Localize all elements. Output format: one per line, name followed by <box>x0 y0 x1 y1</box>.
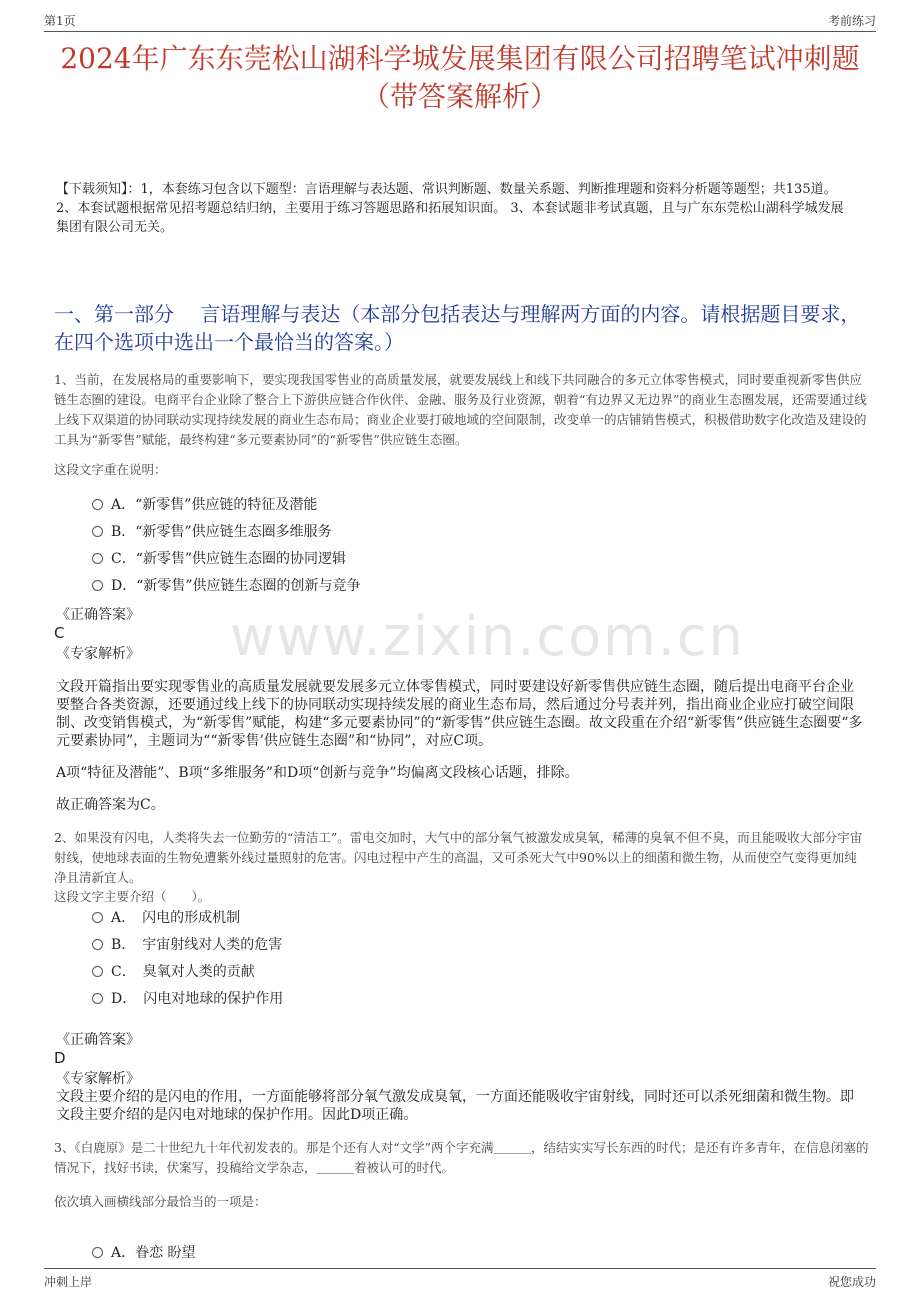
footer-divider <box>44 1268 876 1269</box>
header-divider <box>44 31 876 32</box>
question-2-analysis-p1: 文段主要介绍的是闪电的作用，一方面能够将部分氧气激发成臭氧，一方面还能吸收宇宙射线，同时还可以杀死细菌和微生物。即文段主要介绍的是闪电对地球的保护作用。因此D项正确。 <box>56 1089 854 1123</box>
question-2-option-b[interactable]: B． 宇宙射线对人类的危害 <box>92 936 282 954</box>
question-2-stem: 2、如果没有闪电，人类将失去一位勤劳的“清洁工”。雷电交加时，大气中的部分氧气被激发成臭氧，稀薄的臭氧不但不臭，而且能吸收大部分宇宙射线，使地球表面的生物免遭紫外线过量照射的危害。闪电过程中产生的高温，又可杀死大气中90%以上的细菌和微生物，从而使空气变得更加纯净且清新宜人。 <box>54 830 863 885</box>
question-1-option-d[interactable]: D．“新零售”供应链生态圈的创新与竞争 <box>92 577 361 595</box>
radio-icon[interactable] <box>92 939 103 950</box>
radio-icon[interactable] <box>92 526 103 537</box>
question-2-option-d[interactable]: D． 闪电对地球的保护作用 <box>92 990 283 1008</box>
question-1-option-a[interactable]: A．“新零售”供应链的特征及潜能 <box>92 496 317 514</box>
question-1-answer-label: 《正确答案》 <box>56 607 140 623</box>
document-title: 2024年广东东莞松山湖科学城发展集团有限公司招聘笔试冲刺题（带答案解析） <box>60 42 860 113</box>
footer-right-label: 祝您成功 <box>827 1275 876 1289</box>
footer-left-label: 冲刺上岸 <box>44 1275 93 1289</box>
page-number: 第1页 <box>44 14 76 28</box>
header-right-label: 考前练习 <box>827 14 876 28</box>
radio-icon[interactable] <box>92 1247 103 1258</box>
question-3-option-a[interactable]: A．眷恋 盼望 <box>92 1244 196 1262</box>
download-notice: 【下载须知】：1，本套练习包含以下题型：言语理解与表达题、常识判断题、数量关系题、判断推理题和资料分析题等题型；共135道。 2、本套试题根据常见招考题总结归纳，主要用于练习答题思路和拓展知识面。 3、本套试题非考试真题，且与广东东莞松山湖科学城发展集团有限公司无关。 <box>56 182 844 235</box>
radio-icon[interactable] <box>92 580 103 591</box>
question-1-analysis-p1: 文段开篇指出要实现零售业的高质量发展就要发展多元立体零售模式，同时要建设好新零售供应链生态圈，随后提出电商平台企业要整合各类资源，还要通过线上线下的协同联动实现持续发展的商业生态布局，然后通过分号表并列，指出商业企业应打破空间限制、改变销售模式，为“新零售”赋能，构建“多元要素协同”的“新零售”供应链生态圈。故文段重在介绍“新零售”供应链生态圈要“多元要素协同”，主题词为““新零售’供应链生态圈”和“协同”，对应C项。 <box>56 679 863 749</box>
question-2-prompt: 这段文字主要介绍（ ）。 <box>54 889 211 904</box>
question-2-answer: D <box>54 1049 66 1067</box>
section-heading: 一、第一部分 言语理解与表达（本部分包括表达与理解两方面的内容。请根据题目要求，在四个选项中选出一个最恰当的答案。） <box>54 302 861 354</box>
question-1-analysis-p3: 故正确答案为C。 <box>56 797 165 813</box>
question-1-answer: C <box>54 624 65 642</box>
question-2-option-a[interactable]: A． 闪电的形成机制 <box>92 909 240 927</box>
question-1-analysis-p2: A项“特征及潜能”、B项“多维服务”和D项“创新与竞争”均偏离文段核心话题，排除。 <box>56 765 579 781</box>
question-1-stem: 1、当前，在发展格局的重要影响下，要实现我国零售业的高质量发展，就要发展线上和线下共同融合的多元立体零售模式，同时要重视新零售供应链生态圈的建设。电商平台企业除了整合上下游供应链合作伙伴、金融、服务及行业资源，朝着“有边界又无边界”的商业生态圈发展，还需要通过线上线下双渠道的协同联动实现持续发展的商业生态布局；商业企业要打破地域的空间限制，改变单一的店铺销售模式，积极借助数字化改造及建设的工具为“新零售”赋能，最终构建“多元要素协同”的“新零售”供应链生态圈。 <box>54 372 867 447</box>
question-1-analysis-label: 《专家解析》 <box>56 646 140 662</box>
watermark: www.zixin.com.cn <box>230 605 745 668</box>
radio-icon[interactable] <box>92 993 103 1004</box>
radio-icon[interactable] <box>92 966 103 977</box>
question-1-option-c[interactable]: C．“新零售”供应链生态圈的协同逻辑 <box>92 550 346 568</box>
question-1-option-b[interactable]: B．“新零售”供应链生态圈多维服务 <box>92 523 332 541</box>
question-3-prompt: 依次填入画横线部分最恰当的一项是： <box>54 1194 267 1209</box>
question-2-option-c[interactable]: C． 臭氧对人类的贡献 <box>92 963 255 981</box>
radio-icon[interactable] <box>92 553 103 564</box>
radio-icon[interactable] <box>92 912 103 923</box>
question-1-prompt: 这段文字重在说明： <box>54 462 167 477</box>
question-2-analysis-label: 《专家解析》 <box>56 1071 140 1087</box>
question-3-stem: 3、《白鹿原》是二十世纪九十年代初发表的。那是个还有人对“文学”两个字充满＿＿＿，结结实实写长东西的时代；是还有许多青年，在信息闭塞的情况下，找好书读，伏案写，投稿给文学杂志，＿＿＿着被认可的时代。 <box>54 1140 869 1175</box>
radio-icon[interactable] <box>92 499 103 510</box>
question-2-answer-label: 《正确答案》 <box>56 1032 140 1048</box>
